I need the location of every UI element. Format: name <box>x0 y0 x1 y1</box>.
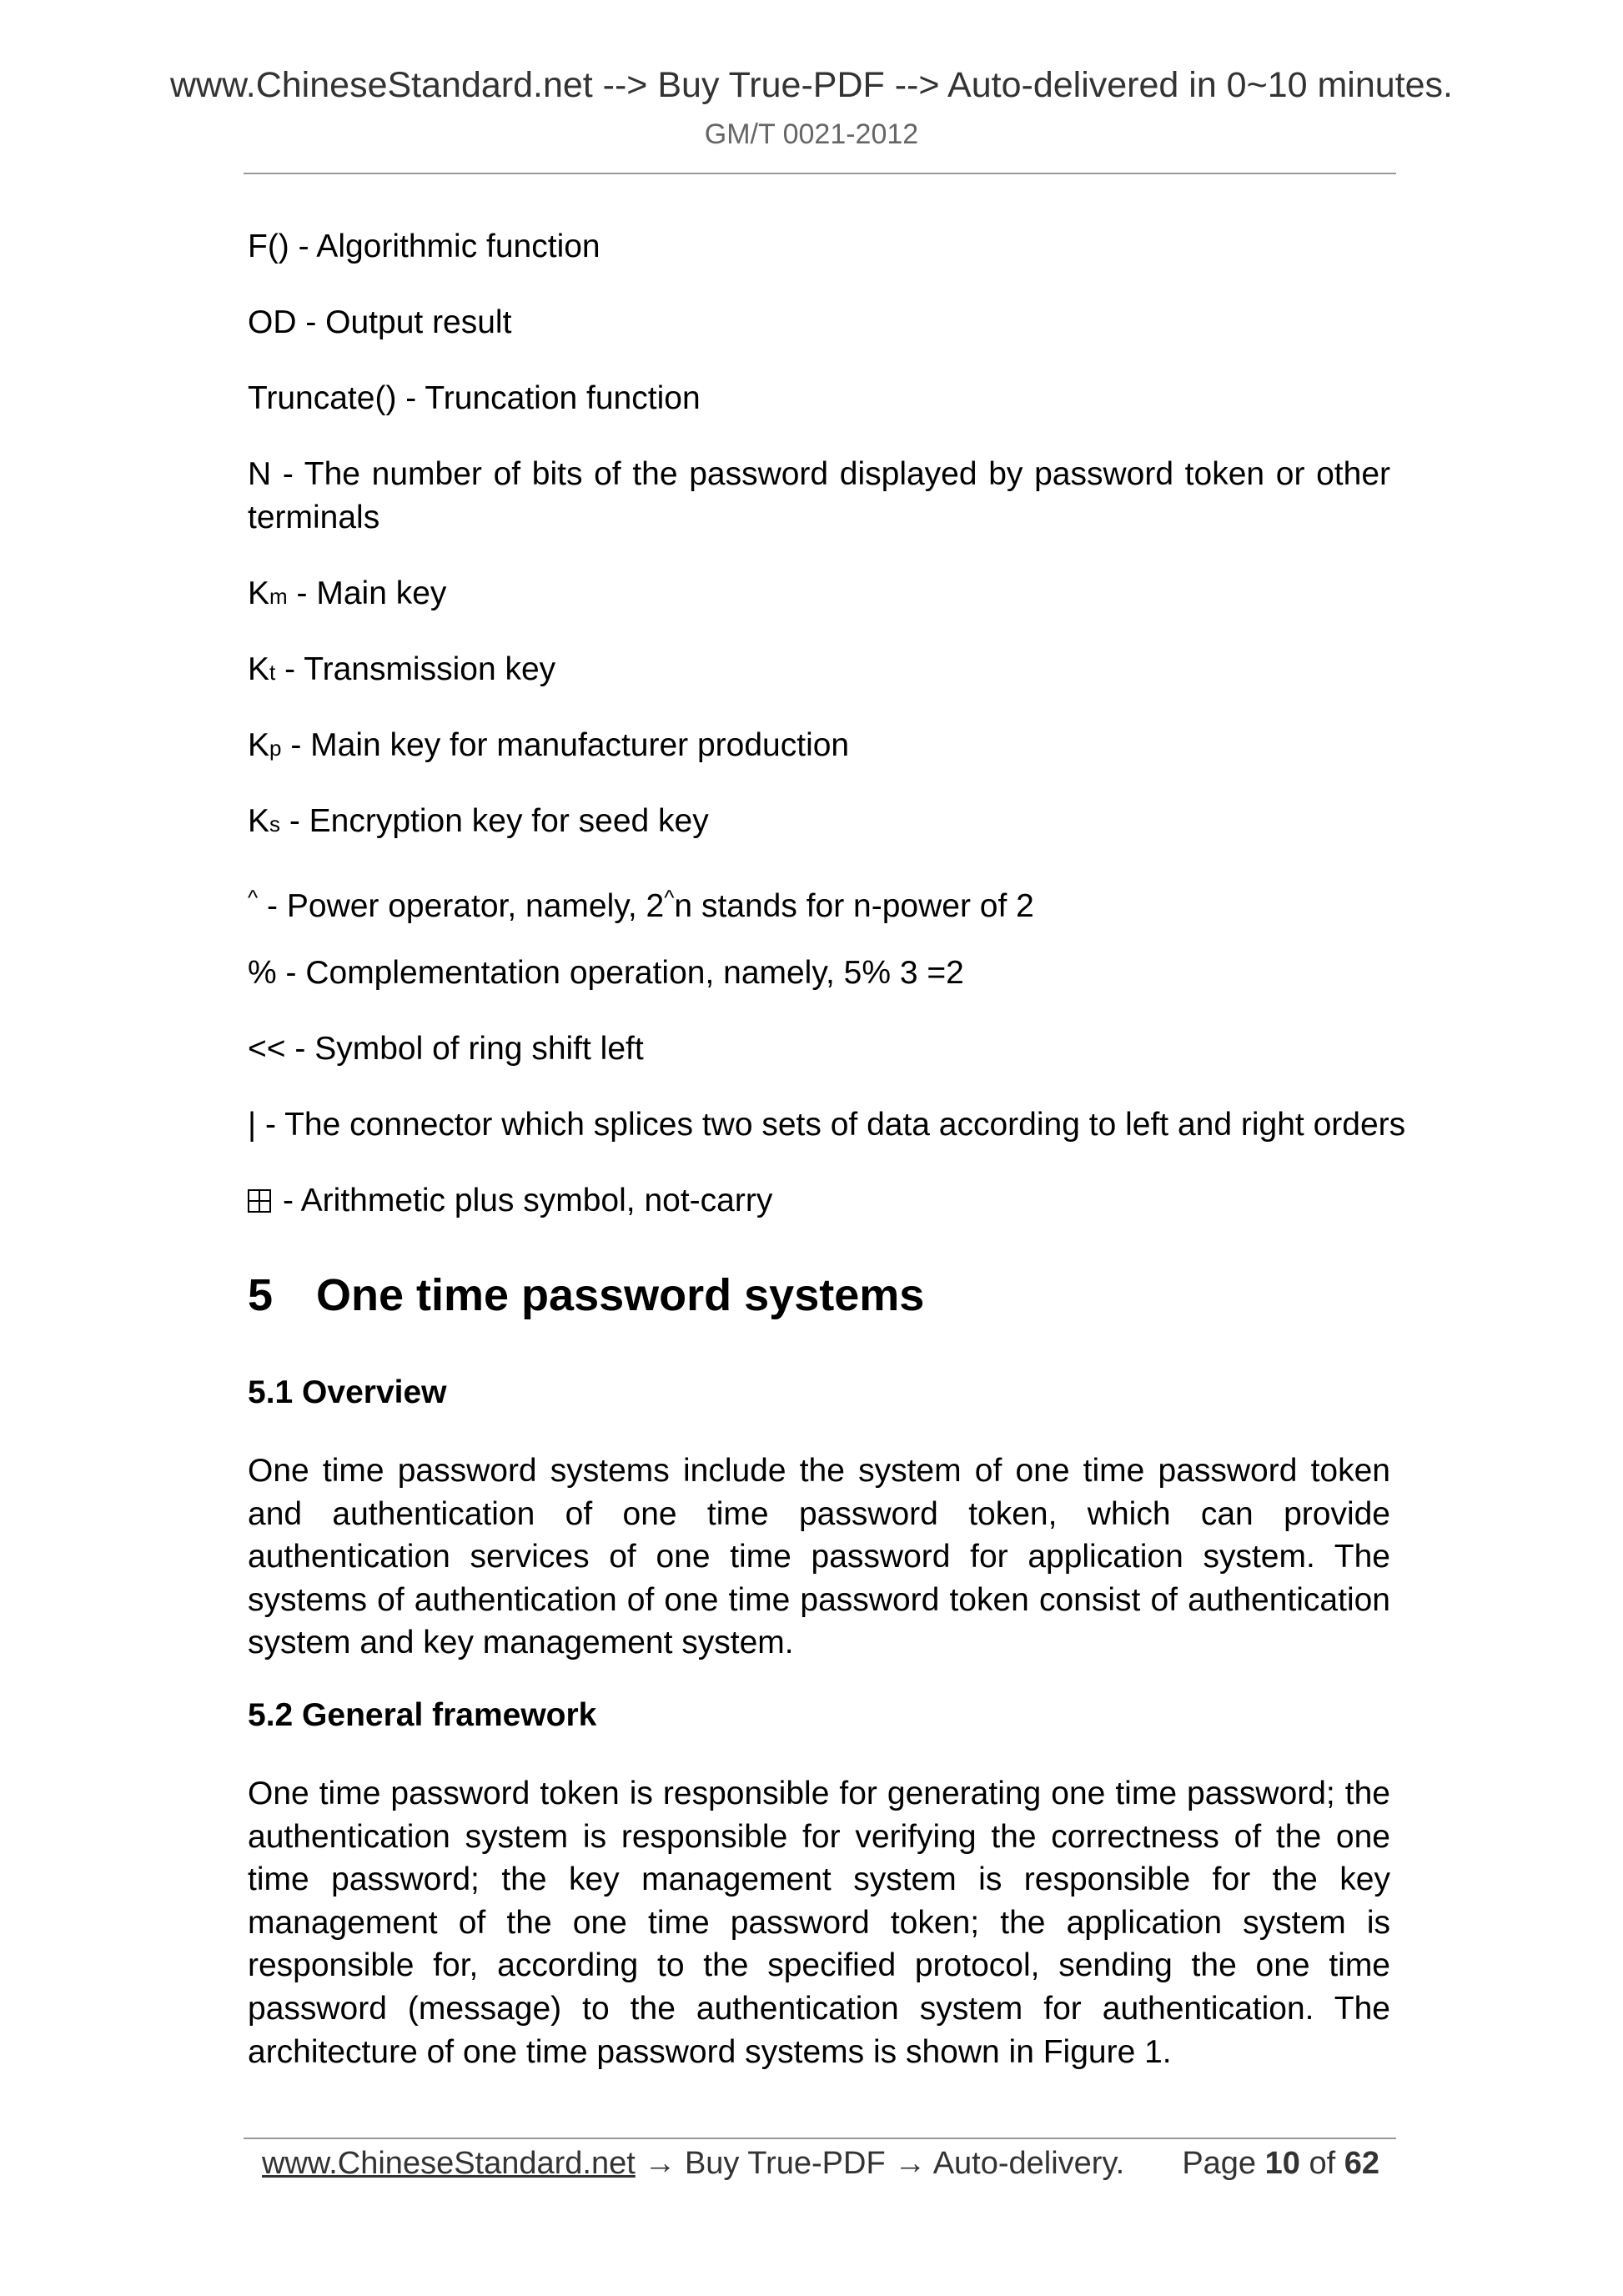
page-current: 10 <box>1264 2146 1300 2181</box>
ks-symbol: K <box>248 803 270 839</box>
km-subscript: m <box>269 584 288 609</box>
header-divider <box>244 173 1396 174</box>
footer-link-group <box>262 2146 1124 2182</box>
plus-text: - Arithmetic plus symbol, not-carry <box>283 1183 773 1218</box>
section-title: One time password systems <box>316 1270 925 1320</box>
kt-text: - Transmission key <box>275 651 556 687</box>
footer-divider <box>244 2138 1396 2139</box>
definition-od: OD - Output result <box>248 304 512 340</box>
boxed-plus-icon <box>248 1189 271 1213</box>
definition-ks <box>248 800 709 846</box>
ks-text: - Encryption key for seed key <box>280 803 709 839</box>
definition-concat: | - The connector which splices two sets of data according to left and right orders <box>248 1107 1406 1143</box>
definition-power <box>248 876 1034 928</box>
definition-kp <box>248 724 849 770</box>
definition-n: N - The number of bits of the password displayed by password token or other terminals <box>248 456 1390 535</box>
definition-plus <box>248 1179 772 1223</box>
ks-subscript: s <box>269 811 281 837</box>
km-symbol: K <box>248 575 270 611</box>
page-total: 62 <box>1344 2146 1379 2181</box>
kp-symbol: K <box>248 727 270 763</box>
subsection-5-2-paragraph: One time password token is responsible for generating one time password; the authentication system is responsible for verifying the correctness of the one time password; the key management system is responsible for the key management of the one time password token; the application system is responsible for, according to the specified protocol, sending the one time password (message) to the authentication system for authentication. The architecture of one time password systems is shown in Figure 1. <box>248 1776 1390 2070</box>
subsection-5-2-heading: 5.2 General framework <box>248 1697 597 1733</box>
definition-kt <box>248 648 555 694</box>
power-text-a: - Power operator, namely, 2 <box>258 888 665 924</box>
kt-subscript: t <box>269 660 276 685</box>
footer-tagline: → Buy True-PDF → Auto-delivery. <box>635 2146 1125 2181</box>
power-symbol: ^ <box>248 885 259 910</box>
definition-shift: << - Symbol of ring shift left <box>248 1031 644 1067</box>
section-5-heading <box>248 1269 924 1321</box>
km-text: - Main key <box>287 575 447 611</box>
power-text-b: n stands for n-power of 2 <box>674 888 1034 924</box>
definition-km <box>248 572 446 618</box>
definition-truncate: Truncate() - Truncation function <box>248 380 701 416</box>
kp-subscript: p <box>269 736 282 761</box>
page-prefix: Page <box>1182 2146 1265 2181</box>
page-number <box>1182 2146 1379 2182</box>
subsection-5-1-heading: 5.1 Overview <box>248 1374 447 1410</box>
subsection-5-1-paragraph: One time password systems include the system of one time password token and authentication of one time password token, which can provide authentication services of one time password for application system. The systems of authentication of one time password token consist of authentication system and key management system. <box>248 1453 1390 1661</box>
footer-site-link[interactable]: www.ChineseStandard.net <box>262 2146 636 2181</box>
kt-symbol: K <box>248 651 270 687</box>
power-symbol-2: ^ <box>664 885 675 910</box>
definition-mod: % - Complementation operation, namely, 5% 3 =2 <box>248 955 964 991</box>
definition-f: F() - Algorithmic function <box>248 229 600 264</box>
header-standard-number: GM/T 0021-2012 <box>704 118 919 150</box>
kp-text: - Main key for manufacturer production <box>281 727 850 763</box>
section-number: 5 <box>248 1270 274 1320</box>
page-of: of <box>1299 2146 1344 2181</box>
header-banner: www.ChineseStandard.net --> Buy True-PDF --> Auto-delivered in 0~10 minutes. <box>169 65 1453 105</box>
